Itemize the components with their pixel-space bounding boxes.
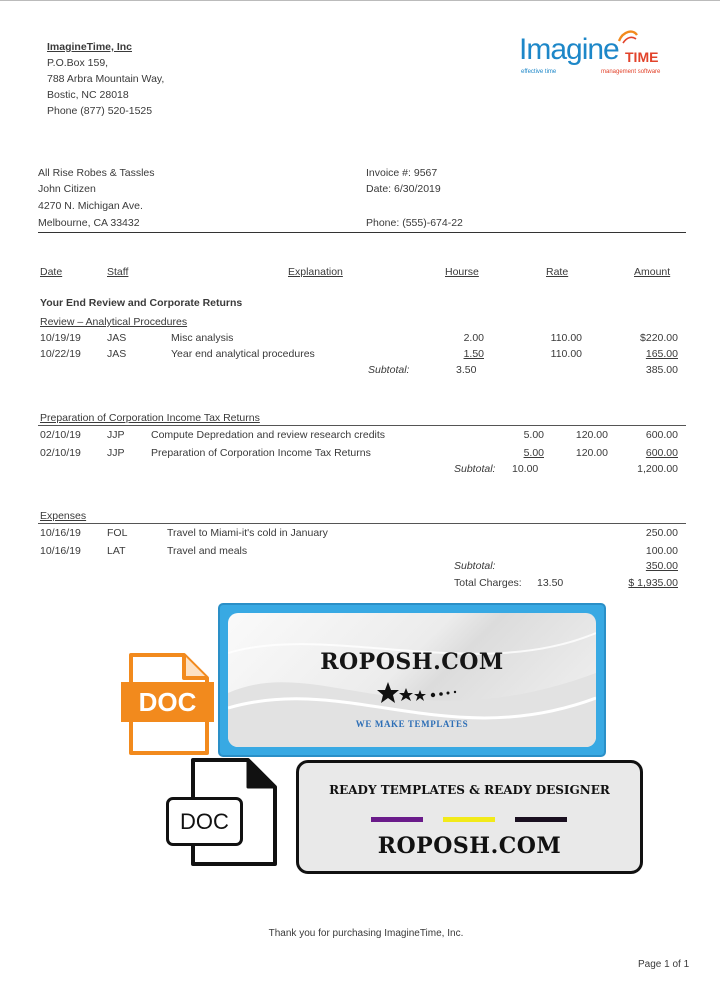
color-bar-yellow [443,817,495,822]
section2-subtotal-label: Subtotal: [454,463,496,475]
row-amount: 600.00 [645,447,678,459]
row-explanation: Year end analytical procedures [171,348,315,360]
section1-subtitle: Review – Analytical Procedures [40,316,188,328]
row-amount: $220.00 [640,332,678,344]
section1-subtotal-label: Subtotal: [368,364,410,376]
logo-tag-right: management software [601,69,661,75]
row-date: 10/19/19 [40,332,81,344]
row-explanation: Preparation of Corporation Income Tax Returns [151,447,371,459]
row-staff: JAS [107,332,127,344]
logo-tag-left: effective time [521,69,557,75]
watermark-banner [218,603,606,757]
client-city: Melbourne, CA 33432 [38,217,140,229]
page-number: Page 1 of 1 [638,959,690,970]
company-address-line2: 788 Arbra Mountain Way, [47,73,165,85]
total-charges-label: Total Charges: [454,577,522,589]
row-explanation: Travel and meals [167,545,248,557]
row-date: 10/22/19 [40,348,81,360]
section3-title: Expenses [40,510,87,522]
row-staff: LAT [107,545,126,557]
row-amount: 250.00 [645,527,678,539]
row-hours: 2.00 [463,332,484,344]
company-phone: Phone (877) 520-1525 [47,105,153,117]
company-address-line3: Bostic, NC 28018 [47,89,129,101]
footer-thanks: Thank you for purchasing ImagineTime, Inc. [268,928,464,939]
section2-divider [38,425,686,426]
row-date: 02/10/19 [40,447,81,459]
row-rate: 110.00 [550,332,582,344]
row-staff: FOL [107,527,128,539]
section2-title: Preparation of Corporation Income Tax Returns [40,412,260,424]
invoice-date: Date: 6/30/2019 [366,183,441,195]
row-rate: 120.00 [575,447,608,459]
ready-box-brand: ROPOSH.COM [377,833,562,859]
section3-divider [38,523,686,524]
logo-word: Imagine [519,33,619,66]
color-bar-black [515,817,567,822]
row-amount: 100.00 [645,545,678,557]
row-staff: JJP [107,447,125,459]
section1-subtotal-amount: 385.00 [645,364,678,376]
logo-time: TIME [625,49,659,65]
row-staff: JAS [107,348,127,360]
section1-title: Your End Review and Corporate Returns [40,297,243,309]
row-hours: 5.00 [523,447,544,459]
client-contact: John Citizen [38,183,96,195]
client-street: 4270 N. Michigan Ave. [38,200,143,212]
row-date: 02/10/19 [40,429,81,441]
section2-subtotal-amount: 1,200.00 [637,463,678,475]
row-rate: 110.00 [550,348,582,360]
company-address-line1: P.O.Box 159, [47,57,109,69]
client-name: All Rise Robes & Tassles [38,167,155,179]
imaginetime-logo [519,29,669,81]
column-header-hours: Hourse [445,266,479,278]
row-explanation: Travel to Miami-it's cold in January [167,527,328,539]
row-date: 10/16/19 [40,527,81,539]
row-hours: 5.00 [523,429,544,441]
section3-subtotal-amount: 350.00 [645,560,678,572]
column-header-staff: Staff [107,266,129,278]
column-header-rate: Rate [546,266,569,278]
stars-icon [376,681,466,705]
watermark-banner-inner [228,613,596,747]
header-divider [38,232,686,233]
row-amount: 165.00 [645,348,678,360]
doc-black-label: DOC [166,797,243,846]
total-amount: $ 1,935.00 [628,577,678,589]
row-date: 10/16/19 [40,545,81,557]
color-bar-purple [371,817,423,822]
column-header-amount: Amount [634,266,671,278]
row-explanation: Misc analysis [171,332,234,344]
logo-swoosh-icon [617,29,639,45]
ready-templates-text: READY TEMPLATES & READY DESIGNER [329,783,610,797]
row-rate: 120.00 [575,429,608,441]
column-header-explanation: Explanation [288,266,343,278]
invoice-number: Invoice #: 9567 [366,167,438,179]
section2-subtotal-hours: 10.00 [512,463,539,475]
doc-orange-label: DOC [121,682,214,722]
row-hours: 1.50 [463,348,484,360]
watermark-brand: ROPOSH.COM [320,649,504,675]
section1-subtotal-hours: 3.50 [456,364,477,376]
row-amount: 600.00 [645,429,678,441]
total-hours: 13.50 [537,577,564,589]
section3-subtotal-label: Subtotal: [454,560,496,572]
column-header-date: Date [40,266,63,278]
watermark-tagline: WE MAKE TEMPLATES [355,719,469,729]
invoice-phone: Phone: (555)-674-22 [366,217,463,229]
row-explanation: Compute Depredation and review research credits [151,429,386,441]
company-name: ImagineTime, Inc [47,41,132,53]
row-staff: JJP [107,429,125,441]
